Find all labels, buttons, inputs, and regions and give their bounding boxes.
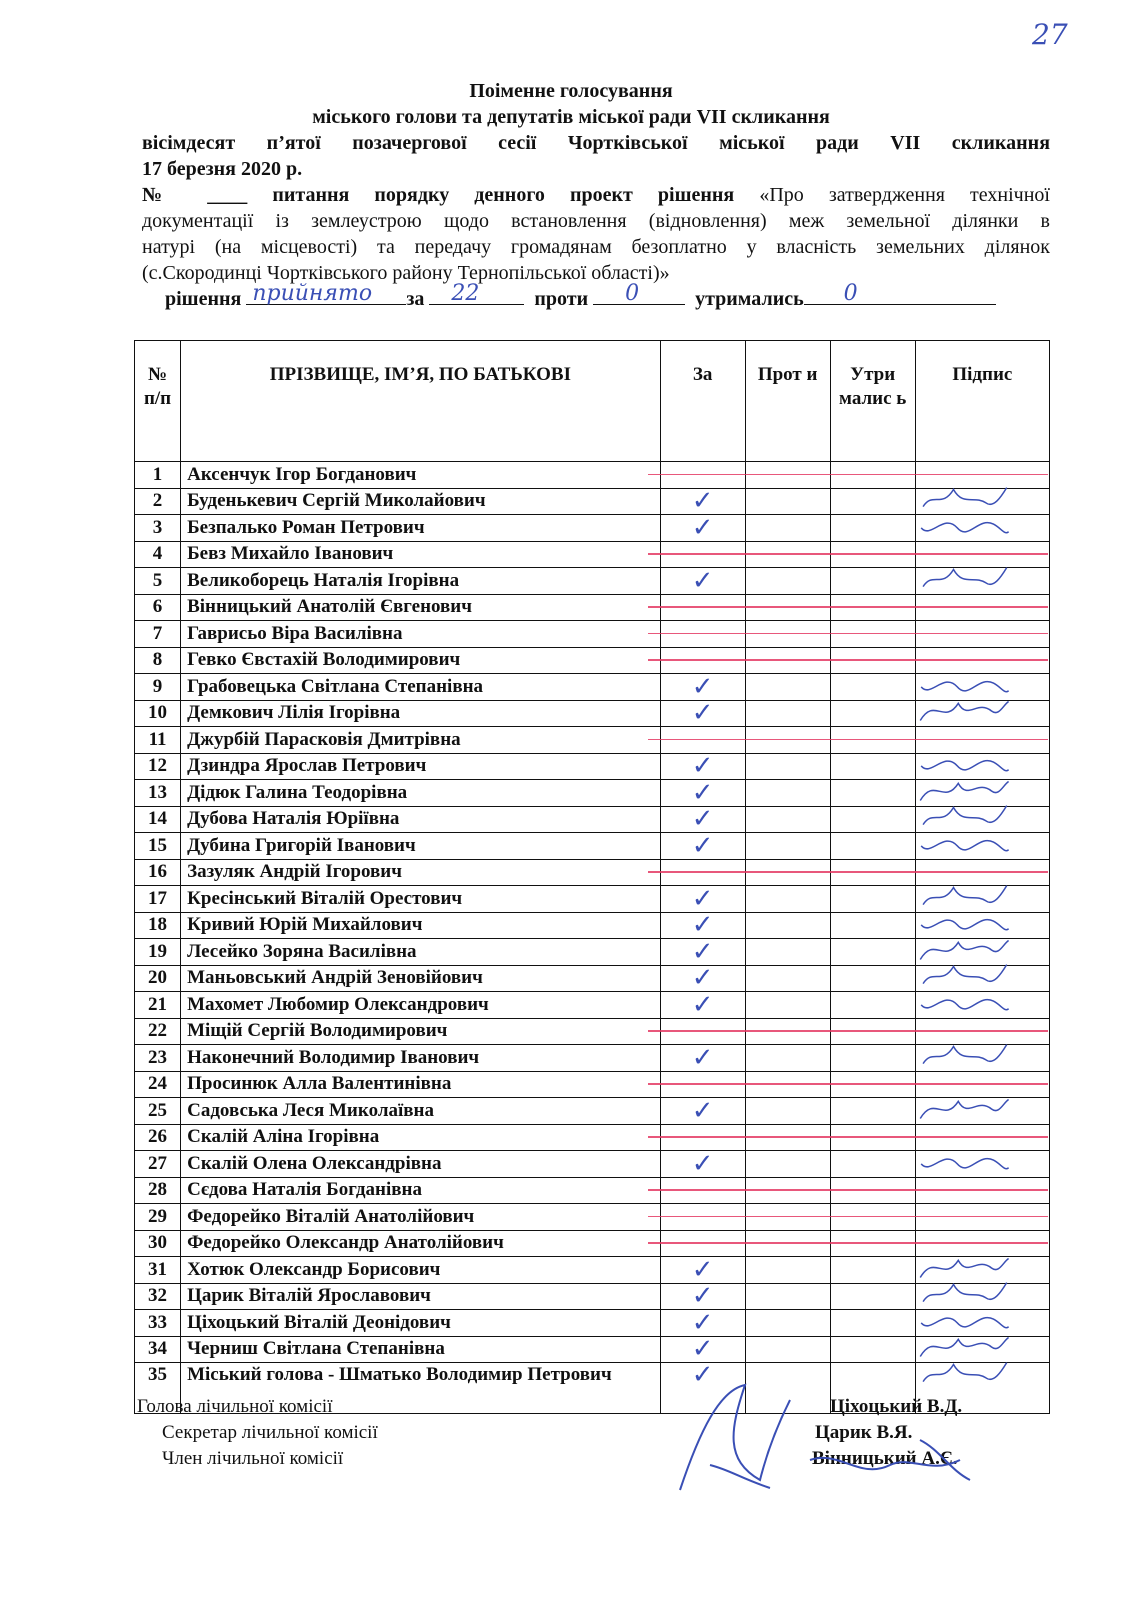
for-count: 22 bbox=[451, 281, 480, 306]
row-for: ✓ bbox=[660, 1363, 745, 1414]
absence-strike-line bbox=[648, 739, 1048, 741]
row-number: 23 bbox=[135, 1045, 181, 1072]
row-number: 1 bbox=[135, 462, 181, 489]
row-against bbox=[745, 568, 830, 595]
absence-strike-line bbox=[648, 1189, 1048, 1191]
row-number: 6 bbox=[135, 594, 181, 621]
header-for: За bbox=[660, 341, 745, 462]
row-name: Зазуляк Андрій Ігорович bbox=[181, 859, 661, 886]
row-for: ✓ bbox=[660, 833, 745, 860]
table-row bbox=[135, 965, 1050, 992]
row-for: ✓ bbox=[660, 568, 745, 595]
row-name: Гаврисьо Віра Василівна bbox=[181, 621, 661, 648]
absence-strike-line bbox=[648, 1030, 1048, 1032]
row-name: Черниш Світлана Степанівна bbox=[181, 1336, 661, 1363]
table-row bbox=[135, 674, 1050, 701]
row-for: ✓ bbox=[660, 1336, 745, 1363]
row-for: ✓ bbox=[660, 1098, 745, 1125]
row-abstain bbox=[830, 1098, 915, 1125]
table-row bbox=[135, 1151, 1050, 1178]
table-row bbox=[135, 1283, 1050, 1310]
row-number: 21 bbox=[135, 992, 181, 1019]
header-against: Прот и bbox=[745, 341, 830, 462]
row-name: Ціхоцький Віталій Деонідович bbox=[181, 1310, 661, 1337]
table-row bbox=[135, 1257, 1050, 1284]
row-number: 26 bbox=[135, 1124, 181, 1151]
row-name: Дідюк Галина Теодорівна bbox=[181, 780, 661, 807]
row-number: 4 bbox=[135, 541, 181, 568]
against-count: 0 bbox=[625, 281, 640, 306]
row-number: 2 bbox=[135, 488, 181, 515]
absence-strike-line bbox=[648, 871, 1048, 873]
row-abstain bbox=[830, 1283, 915, 1310]
row-for: ✓ bbox=[660, 1257, 745, 1284]
table-row bbox=[135, 515, 1050, 542]
row-abstain bbox=[830, 674, 915, 701]
table-row bbox=[135, 992, 1050, 1019]
row-against bbox=[745, 700, 830, 727]
row-name: Просинюк Алла Валентинівна bbox=[181, 1071, 661, 1098]
row-abstain bbox=[830, 806, 915, 833]
row-number: 24 bbox=[135, 1071, 181, 1098]
row-against bbox=[745, 753, 830, 780]
signature-mark bbox=[915, 1355, 1011, 1393]
row-name: Міщій Сергій Володимирович bbox=[181, 1018, 661, 1045]
row-for: ✓ bbox=[660, 1045, 745, 1072]
row-number: 3 bbox=[135, 515, 181, 542]
row-against bbox=[745, 1257, 830, 1284]
row-name: Царик Віталій Ярославович bbox=[181, 1283, 661, 1310]
row-abstain bbox=[830, 753, 915, 780]
absence-strike-line bbox=[648, 1083, 1048, 1085]
row-against bbox=[745, 488, 830, 515]
row-number: 18 bbox=[135, 912, 181, 939]
chair-label: Голова лічильної комісії bbox=[137, 1396, 333, 1417]
row-for: ✓ bbox=[660, 515, 745, 542]
row-abstain bbox=[830, 568, 915, 595]
result-line: рішення прийнято за 22 проти 0 утримались 0 bbox=[165, 288, 996, 311]
row-name: Кресінський Віталій Орестович bbox=[181, 886, 661, 913]
row-number: 14 bbox=[135, 806, 181, 833]
row-against bbox=[745, 833, 830, 860]
table-header-row bbox=[135, 341, 1050, 462]
row-name: Лесейко Зоряна Василівна bbox=[181, 939, 661, 966]
signature-mark bbox=[915, 507, 1011, 545]
table-row bbox=[135, 1310, 1050, 1337]
row-abstain bbox=[830, 700, 915, 727]
session-date: 17 березня 2020 р. bbox=[142, 158, 303, 180]
row-number: 27 bbox=[135, 1151, 181, 1178]
signature-mark bbox=[915, 984, 1011, 1022]
row-number: 8 bbox=[135, 647, 181, 674]
absence-strike-line bbox=[648, 606, 1048, 608]
row-abstain bbox=[830, 833, 915, 860]
row-name: Дзиндра Ярослав Петрович bbox=[181, 753, 661, 780]
row-for: ✓ bbox=[660, 912, 745, 939]
row-abstain bbox=[830, 992, 915, 1019]
signature-mark bbox=[915, 1143, 1011, 1181]
row-number: 31 bbox=[135, 1257, 181, 1284]
row-name: Аксенчук Ігор Богданович bbox=[181, 462, 661, 489]
row-for: ✓ bbox=[660, 753, 745, 780]
row-name: Грабовецька Світлана Степанівна bbox=[181, 674, 661, 701]
signature-mark bbox=[915, 692, 1011, 730]
table-row bbox=[135, 939, 1050, 966]
row-against bbox=[745, 965, 830, 992]
question-line-4: (с.Скородинці Чортківського району Тернопільської області)» bbox=[142, 262, 670, 284]
document-subtitle: міського голови та депутатів міської ради VII скликання bbox=[312, 106, 830, 128]
row-number: 9 bbox=[135, 674, 181, 701]
member-label: Член лічильної комісії bbox=[162, 1448, 344, 1469]
row-number: 15 bbox=[135, 833, 181, 860]
question-line-2: документації із землеустрою щодо встановлення (відновлення) меж земельної ділянки в bbox=[142, 210, 1050, 232]
row-abstain bbox=[830, 1151, 915, 1178]
row-name: Бевз Михайло Іванович bbox=[181, 541, 661, 568]
abstain-count: 0 bbox=[843, 281, 858, 306]
row-for: ✓ bbox=[660, 674, 745, 701]
signature-mark bbox=[915, 560, 1011, 598]
row-against bbox=[745, 674, 830, 701]
chair-name: Ціхоцький В.Д. bbox=[830, 1396, 963, 1417]
row-for: ✓ bbox=[660, 780, 745, 807]
row-against bbox=[745, 1283, 830, 1310]
row-name: Скалій Аліна Ігорівна bbox=[181, 1124, 661, 1151]
row-against bbox=[745, 886, 830, 913]
row-name: Наконечний Володимир Іванович bbox=[181, 1045, 661, 1072]
table-row bbox=[135, 1336, 1050, 1363]
absence-strike-line bbox=[648, 474, 1048, 476]
row-abstain bbox=[830, 780, 915, 807]
decision-value: прийнято bbox=[252, 281, 373, 306]
row-number: 25 bbox=[135, 1098, 181, 1125]
row-number: 17 bbox=[135, 886, 181, 913]
row-against bbox=[745, 780, 830, 807]
row-number: 28 bbox=[135, 1177, 181, 1204]
row-for: ✓ bbox=[660, 1283, 745, 1310]
row-against bbox=[745, 515, 830, 542]
secretary-name: Царик В.Я. bbox=[815, 1422, 913, 1443]
document-title: Поіменне голосування bbox=[469, 80, 673, 102]
row-number: 11 bbox=[135, 727, 181, 754]
row-name: Дубина Григорій Іванович bbox=[181, 833, 661, 860]
row-for: ✓ bbox=[660, 886, 745, 913]
table-row bbox=[135, 833, 1050, 860]
row-number: 20 bbox=[135, 965, 181, 992]
row-name: Махомет Любомир Олександрович bbox=[181, 992, 661, 1019]
row-abstain bbox=[830, 939, 915, 966]
row-for: ✓ bbox=[660, 965, 745, 992]
table-row bbox=[135, 753, 1050, 780]
absence-strike-line bbox=[648, 1136, 1048, 1138]
table-row bbox=[135, 1098, 1050, 1125]
session-line: вісімдесят п’ятої позачергової сесії Чортківської міської ради VII скликання bbox=[142, 132, 1051, 154]
row-name: Вінницький Анатолій Євгенович bbox=[181, 594, 661, 621]
table-row bbox=[135, 912, 1050, 939]
secretary-label: Секретар лічильної комісії bbox=[162, 1422, 378, 1443]
row-against bbox=[745, 912, 830, 939]
absence-strike-line bbox=[648, 659, 1048, 661]
row-abstain bbox=[830, 912, 915, 939]
table-row bbox=[135, 780, 1050, 807]
row-name: Гевко Євстахій Володимирович bbox=[181, 647, 661, 674]
row-number: 35 bbox=[135, 1363, 181, 1414]
row-name: Садовська Леся Миколаївна bbox=[181, 1098, 661, 1125]
row-abstain bbox=[830, 965, 915, 992]
row-against bbox=[745, 992, 830, 1019]
table-row bbox=[135, 568, 1050, 595]
row-abstain bbox=[830, 886, 915, 913]
row-against bbox=[745, 1336, 830, 1363]
table-row bbox=[135, 700, 1050, 727]
row-number: 32 bbox=[135, 1283, 181, 1310]
row-for: ✓ bbox=[660, 806, 745, 833]
row-name: Міський голова - Шматько Володимир Петрович bbox=[181, 1363, 661, 1414]
row-number: 22 bbox=[135, 1018, 181, 1045]
row-for: ✓ bbox=[660, 1151, 745, 1178]
absence-strike-line bbox=[648, 633, 1048, 635]
row-against bbox=[745, 806, 830, 833]
row-name: Сєдова Наталія Богданівна bbox=[181, 1177, 661, 1204]
header-signature: Підпис bbox=[915, 341, 1049, 462]
row-name: Федорейко Віталій Анатолійович bbox=[181, 1204, 661, 1231]
row-number: 16 bbox=[135, 859, 181, 886]
row-for: ✓ bbox=[660, 1310, 745, 1337]
signature-mark bbox=[915, 1037, 1011, 1075]
table-row bbox=[135, 488, 1050, 515]
header-num: № п/п bbox=[135, 341, 181, 462]
row-for: ✓ bbox=[660, 992, 745, 1019]
row-name: Федорейко Олександр Анатолійович bbox=[181, 1230, 661, 1257]
header-name: ПРІЗВИЩЕ, ІМ’Я, ПО БАТЬКОВІ bbox=[181, 341, 661, 462]
table-row bbox=[135, 886, 1050, 913]
row-name: Джурбій Парасковія Дмитрівна bbox=[181, 727, 661, 754]
row-abstain bbox=[830, 1045, 915, 1072]
row-for: ✓ bbox=[660, 939, 745, 966]
row-name: Скалій Олена Олександрівна bbox=[181, 1151, 661, 1178]
row-name: Хотюк Олександр Борисович bbox=[181, 1257, 661, 1284]
row-number: 34 bbox=[135, 1336, 181, 1363]
row-against bbox=[745, 1045, 830, 1072]
absence-strike-line bbox=[648, 553, 1048, 555]
row-abstain bbox=[830, 1336, 915, 1363]
row-number: 29 bbox=[135, 1204, 181, 1231]
row-name: Дубова Наталія Юріївна bbox=[181, 806, 661, 833]
absence-strike-line bbox=[648, 1216, 1048, 1218]
header-abstain: Утри малис ь bbox=[830, 341, 915, 462]
member-name: Вінницький А.Є. bbox=[812, 1448, 958, 1469]
row-against bbox=[745, 939, 830, 966]
row-against bbox=[745, 1151, 830, 1178]
row-number: 19 bbox=[135, 939, 181, 966]
row-for: ✓ bbox=[660, 488, 745, 515]
row-number: 12 bbox=[135, 753, 181, 780]
row-name: Кривий Юрій Михайлович bbox=[181, 912, 661, 939]
row-abstain bbox=[830, 1257, 915, 1284]
row-number: 13 bbox=[135, 780, 181, 807]
row-name: Демкович Лілія Ігорівна bbox=[181, 700, 661, 727]
table-row bbox=[135, 1045, 1050, 1072]
row-against bbox=[745, 1098, 830, 1125]
page-number: 27 bbox=[1032, 18, 1068, 51]
signature-mark bbox=[915, 825, 1011, 863]
question-line-1: № ____ питання порядку денного проект рішення «Про затвердження технічної bbox=[142, 184, 1050, 206]
row-abstain bbox=[830, 515, 915, 542]
commission-signature-1 bbox=[650, 1370, 800, 1500]
table-row bbox=[135, 806, 1050, 833]
row-abstain bbox=[830, 488, 915, 515]
absence-strike-line bbox=[648, 1242, 1048, 1244]
row-name: Великоборець Наталія Ігорівна bbox=[181, 568, 661, 595]
row-name: Буденькевич Сергій Миколайович bbox=[181, 488, 661, 515]
row-name: Безпалько Роман Петрович bbox=[181, 515, 661, 542]
signature-mark bbox=[915, 1090, 1011, 1128]
commission-signature-2 bbox=[800, 1420, 980, 1490]
row-name: Маньовський Андрій Зеновійович bbox=[181, 965, 661, 992]
question-line-3: натурі (на місцевості) та передачу громадянам безоплатно у власність земельних ділянок bbox=[142, 236, 1050, 258]
row-abstain bbox=[830, 1310, 915, 1337]
row-number: 7 bbox=[135, 621, 181, 648]
row-number: 30 bbox=[135, 1230, 181, 1257]
row-number: 10 bbox=[135, 700, 181, 727]
row-against bbox=[745, 1310, 830, 1337]
vote-table bbox=[134, 340, 1050, 1414]
row-number: 33 bbox=[135, 1310, 181, 1337]
row-for: ✓ bbox=[660, 700, 745, 727]
row-number: 5 bbox=[135, 568, 181, 595]
